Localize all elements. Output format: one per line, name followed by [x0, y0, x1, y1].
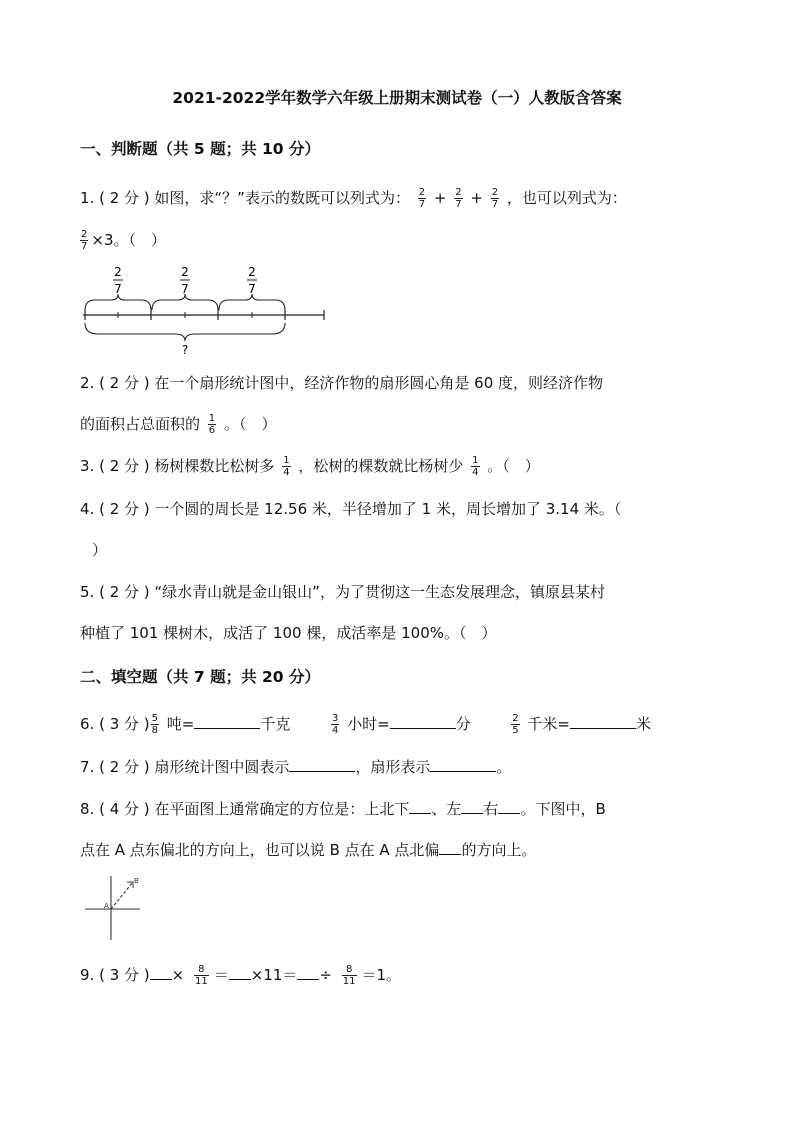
answer-blank[interactable]	[194, 712, 260, 729]
question-6: 6. ( 3 分 ) $\frac{5}{8}$ 吨= 千克 $\frac{3}{4}$ 小时= 分 $\frac{2}{5}$ 千米= 米	[80, 713, 652, 736]
answer-blank[interactable]	[570, 712, 636, 729]
question-4: 4. ( 2 分 ) 一个圆的周长是 12.56 米，半径增加了 1 米，周长增加了 3.14 米。（	[80, 500, 622, 518]
q1-text: 1. ( 2 分 ) 如图，求“？”表示的数既可以列式为：	[80, 189, 410, 207]
fraction: $\frac{2}{7}$	[81, 229, 88, 252]
question-2: 2. ( 2 分 ) 在一个扇形统计图中，经济作物的扇形圆心角是 60 度，则经济作物	[80, 374, 604, 392]
question-8-cont: 点在 A 点东偏北的方向上，也可以说 B 点在 A 点北偏 的方向上。	[80, 838, 536, 862]
answer-blank[interactable]	[297, 963, 319, 980]
section-heading-judge: 一、判断题（共 5 题；共 10 分）	[80, 140, 320, 158]
svg-text:2: 2	[114, 265, 122, 279]
answer-blank[interactable]	[498, 797, 520, 814]
question-5-cont: 种植了 101 棵树木，成活了 100 棵，成活率是 100%。（ ）	[80, 624, 497, 642]
question-3: 3. ( 2 分 ) 杨树棵数比松树多 $\frac{1}{4}$ ，松树的棵数就比杨树少 $\frac{1}{4}$ 。（ ）	[80, 455, 540, 478]
answer-blank[interactable]	[289, 755, 355, 772]
point-b-label: B	[134, 877, 139, 885]
answer-blank[interactable]	[461, 797, 483, 814]
fraction: $\frac{2}{5}$	[512, 713, 519, 736]
segment-label	[247, 265, 257, 296]
answer-blank[interactable]	[150, 963, 172, 980]
fraction: $\frac{1}{4}$	[472, 455, 479, 478]
question-mark-label: ?	[181, 343, 189, 357]
point-a-label: A	[104, 902, 109, 910]
fraction: $\frac{2}{7}$	[418, 187, 426, 210]
answer-blank[interactable]	[430, 755, 496, 772]
fraction: $\frac{8}{11}$	[195, 964, 208, 987]
answer-blank[interactable]	[409, 797, 431, 814]
svg-text:7: 7	[248, 282, 256, 296]
segment-label	[180, 265, 190, 296]
fraction: $\frac{1}{6}$	[208, 413, 216, 436]
question-1: 1. ( 2 分 ) 如图，求“？”表示的数既可以列式为： $\frac{2}{7}$ + $\frac{2}{7}$ + $\frac{2}{7}$ ，也可以列式为：	[80, 187, 627, 210]
answer-blank[interactable]	[439, 838, 461, 855]
segment-label	[113, 265, 123, 296]
fraction: $\frac{5}{8}$	[151, 713, 159, 736]
fraction: $\frac{2}{7}$	[455, 187, 462, 210]
question-4-cont: ）	[92, 541, 108, 559]
question-9: 9. ( 3 分 ) × $\frac{8}{11}$ ＝ ×11＝ ÷ $\frac{8}{11}$ ＝1。	[80, 964, 402, 987]
q1-segment-diagram	[78, 262, 330, 358]
section-heading-fill: 二、填空题（共 7 题；共 20 分）	[80, 668, 320, 686]
svg-text:2: 2	[181, 265, 189, 279]
question-8: 8. ( 4 分 ) 在平面图上通常确定的方位是：上北下 、左 右 。下图中，B	[80, 797, 606, 821]
answer-blank[interactable]	[390, 712, 456, 729]
fraction: $\frac{1}{4}$	[283, 455, 290, 478]
answer-blank[interactable]	[229, 963, 251, 980]
fraction: $\frac{3}{4}$	[331, 713, 339, 736]
page-title: 2021-2022学年数学六年级上册期末测试卷（一）人教版含答案	[172, 89, 622, 107]
question-5: 5. ( 2 分 ) “绿水青山就是金山银山”，为了贯彻这一生态发展理念，镇原县某村	[80, 583, 605, 601]
question-1-cont: $\frac{2}{7}$ ×3。（ ）	[81, 229, 166, 252]
fraction: $\frac{2}{7}$	[491, 187, 499, 210]
question-7: 7. ( 2 分 ) 扇形统计图中圆表示 ，扇形表示 。	[80, 755, 511, 779]
svg-text:7: 7	[181, 282, 189, 296]
svg-text:7: 7	[114, 282, 122, 296]
direction-diagram	[80, 872, 146, 942]
fraction: $\frac{8}{11}$	[342, 964, 356, 987]
svg-text:2: 2	[248, 265, 256, 279]
question-2-cont: 的面积占总面积的 $\frac{1}{6}$ 。（ ）	[80, 413, 277, 436]
